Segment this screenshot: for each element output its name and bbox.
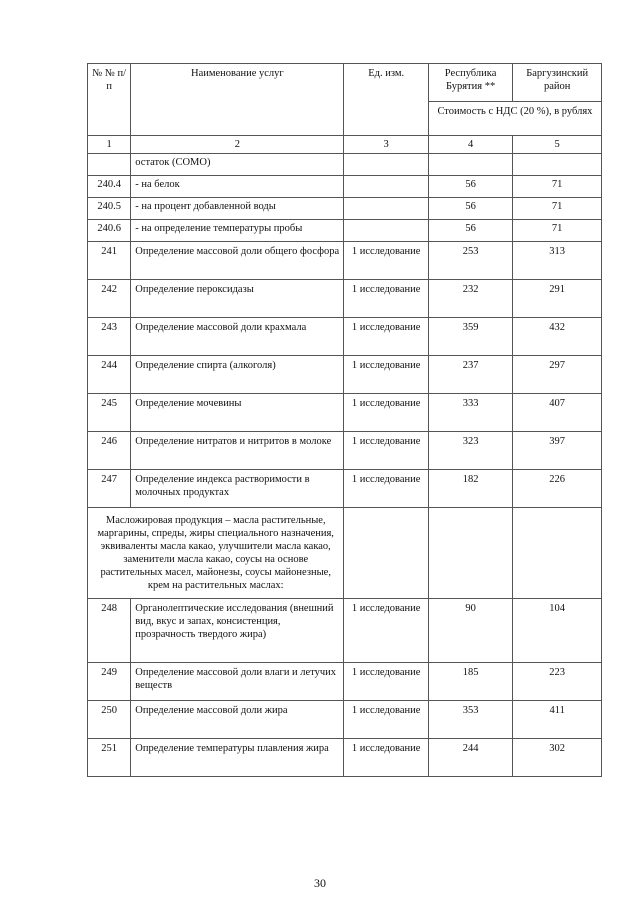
row-price-district: 71 <box>513 220 602 242</box>
row-price-republic: 182 <box>428 470 512 508</box>
header-cost: Стоимость с НДС (20 %), в рублях <box>428 102 601 136</box>
row-unit: 1 исследование <box>344 663 428 701</box>
empty-cell <box>513 508 602 599</box>
row-service-name: Определение массовой доли крахмала <box>131 318 344 356</box>
header-district: Баргузинский район <box>513 64 602 102</box>
row-unit <box>344 220 428 242</box>
column-numbers-row <box>88 136 602 154</box>
row-unit: 1 исследование <box>344 280 428 318</box>
section-row <box>88 508 602 599</box>
row-price-district: 313 <box>513 242 602 280</box>
row-service-name: Определение массовой доли общего фосфора <box>131 242 344 280</box>
page-number: 30 <box>314 876 326 890</box>
row-service-name: Определение спирта (алкоголя) <box>131 356 344 394</box>
table-row <box>88 198 602 220</box>
row-number: 243 <box>88 318 131 356</box>
header-row <box>88 64 602 102</box>
row-service-name: - на определение температуры пробы <box>131 220 344 242</box>
row-number: 241 <box>88 242 131 280</box>
row-price-republic: 90 <box>428 599 512 663</box>
row-unit <box>344 154 428 176</box>
row-service-name: Определение мочевины <box>131 394 344 432</box>
row-number: 249 <box>88 663 131 701</box>
row-unit: 1 исследование <box>344 356 428 394</box>
table-row <box>88 394 602 432</box>
header-number: № № п/п <box>88 64 131 136</box>
section-title: Масложировая продукция – масла растительные, маргарины, спреды, жиры специального назначения, эквиваленты масла какао, улучшители масла какао, заменители масла какао, соусы на основе растительных масел, майонезы, соусы майонезные, крем на растительных маслах: <box>88 508 344 599</box>
row-service-name: Определение индекса растворимости в молочных продуктах <box>131 470 344 508</box>
row-price-district: 297 <box>513 356 602 394</box>
row-price-district: 302 <box>513 739 602 777</box>
row-number <box>88 154 131 176</box>
row-service-name: Определение пероксидазы <box>131 280 344 318</box>
row-price-district: 291 <box>513 280 602 318</box>
column-number: 3 <box>344 136 428 154</box>
row-price-district: 71 <box>513 176 602 198</box>
table-row <box>88 701 602 739</box>
row-number: 248 <box>88 599 131 663</box>
row-service-name: остаток (СОМО) <box>131 154 344 176</box>
header-republic: Республика Бурятия ** <box>428 64 512 102</box>
row-service-name: - на белок <box>131 176 344 198</box>
table-row <box>88 739 602 777</box>
price-table <box>87 63 602 777</box>
row-price-republic: 237 <box>428 356 512 394</box>
row-unit <box>344 198 428 220</box>
row-unit: 1 исследование <box>344 242 428 280</box>
table-row <box>88 356 602 394</box>
row-price-district <box>513 154 602 176</box>
row-service-name: - на процент добавленной воды <box>131 198 344 220</box>
row-price-republic: 359 <box>428 318 512 356</box>
row-price-district: 104 <box>513 599 602 663</box>
row-number: 244 <box>88 356 131 394</box>
row-number: 250 <box>88 701 131 739</box>
row-number: 242 <box>88 280 131 318</box>
table-row <box>88 280 602 318</box>
table-row <box>88 176 602 198</box>
row-price-republic: 56 <box>428 198 512 220</box>
table-row <box>88 154 602 176</box>
column-number: 5 <box>513 136 602 154</box>
row-number: 246 <box>88 432 131 470</box>
row-number: 247 <box>88 470 131 508</box>
column-number: 1 <box>88 136 131 154</box>
column-number: 4 <box>428 136 512 154</box>
row-price-republic: 185 <box>428 663 512 701</box>
table-row <box>88 220 602 242</box>
table-row <box>88 432 602 470</box>
row-number: 240.6 <box>88 220 131 242</box>
table-row <box>88 318 602 356</box>
table-row <box>88 242 602 280</box>
row-price-republic: 333 <box>428 394 512 432</box>
row-service-name: Органолептические исследования (внешний вид, вкус и запах, консистенция, прозрачность твердого жира) <box>131 599 344 663</box>
row-unit <box>344 176 428 198</box>
table-row <box>88 470 602 508</box>
table-row <box>88 599 602 663</box>
column-number: 2 <box>131 136 344 154</box>
row-unit: 1 исследование <box>344 701 428 739</box>
row-price-district: 397 <box>513 432 602 470</box>
row-service-name: Определение температуры плавления жира <box>131 739 344 777</box>
row-price-republic: 232 <box>428 280 512 318</box>
row-service-name: Определение нитратов и нитритов в молоке <box>131 432 344 470</box>
row-price-district: 223 <box>513 663 602 701</box>
row-number: 245 <box>88 394 131 432</box>
header-service-name: Наименование услуг <box>131 64 344 136</box>
row-price-republic: 244 <box>428 739 512 777</box>
row-number: 240.5 <box>88 198 131 220</box>
row-number: 251 <box>88 739 131 777</box>
row-number: 240.4 <box>88 176 131 198</box>
row-price-district: 432 <box>513 318 602 356</box>
row-price-district: 226 <box>513 470 602 508</box>
row-price-republic: 353 <box>428 701 512 739</box>
row-price-district: 411 <box>513 701 602 739</box>
row-unit: 1 исследование <box>344 470 428 508</box>
row-service-name: Определение массовой доли жира <box>131 701 344 739</box>
row-unit: 1 исследование <box>344 318 428 356</box>
row-price-republic: 323 <box>428 432 512 470</box>
empty-cell <box>428 508 512 599</box>
row-price-district: 71 <box>513 198 602 220</box>
header-unit: Ед. изм. <box>344 64 428 136</box>
table-row <box>88 663 602 701</box>
row-unit: 1 исследование <box>344 432 428 470</box>
row-price-district: 407 <box>513 394 602 432</box>
row-price-republic <box>428 154 512 176</box>
empty-cell <box>344 508 428 599</box>
row-price-republic: 56 <box>428 220 512 242</box>
row-unit: 1 исследование <box>344 599 428 663</box>
row-unit: 1 исследование <box>344 394 428 432</box>
row-service-name: Определение массовой доли влаги и летучих веществ <box>131 663 344 701</box>
row-unit: 1 исследование <box>344 739 428 777</box>
row-price-republic: 253 <box>428 242 512 280</box>
row-price-republic: 56 <box>428 176 512 198</box>
